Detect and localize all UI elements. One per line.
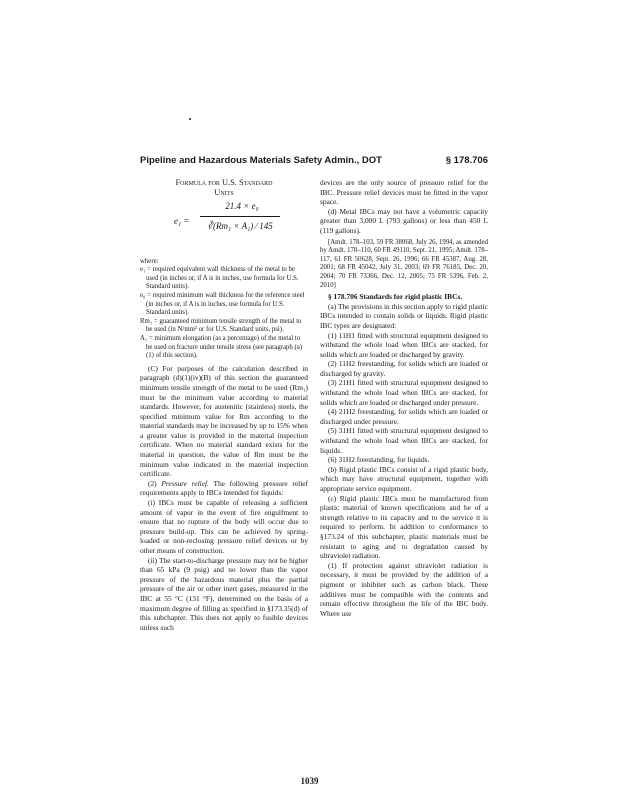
paragraph-pressure-ii: (ii) The start-to-discharge pressure may not be higher than 65 kPa (9 psig) and no lower than the vapor pressure of the hazardous material plus the partial pressure of the air or other inert gases, measured in the IBC at 55 °C (131 °F), determined on the basis of a maximum degree of filling as specified in §173.35(d) of this subchapter. This does not apply to fusible devices unless such [140,555,308,632]
scan-speck [189,118,191,120]
definition-a1: A₁ = minimum elongation (as a percentage) of the metal to be used on fracture under tensile stress (see paragraph (a)(1) of this section). [140,334,303,360]
paragraph-a4: (4) 21H2 freestanding, for solids which are loaded or discharged under pressure. [320,407,488,426]
paragraph-a6: (6) 31H2 freestanding, for liquids. [328,455,430,465]
section-heading: § 178.706 Standards for rigid plastic IBCs. [328,292,463,302]
paragraph-c-tensile: (C) For purposes of the calculation described in paragraph (d)(1)(iv)(B) of this section the guaranteed minimum tensile strength of the metal to be used (Rm₁) must be the minimum value according to material standards. However, for austenitic (stainless) steels, the specified minimum value for Rm according to the material standards may be increased by up to 15% when a greater value is provided in the material inspection certificate. When no material standard exists for the material in question, the value of Rm must be the minimum value indicated in the material inspection certificate. [140,363,308,479]
header-section-number: § 178.706 [445,155,488,166]
paragraph-c: (c) Rigid plastic IBCs must be manufactured from plastic material of known specifications and be of a strength relative to its capacity and to the service it is required to perform. In addition to conformance to §173.24 of this subchapter, plastic materials must be resistant to aging and to degradation caused by ultraviolet radiation. [320,493,488,561]
formula-title-line2: Units [214,188,234,197]
right-column [320,178,488,618]
paragraph-a5: (5) 31H1 fitted with structural equipment designed to withstand the whole load when IBCs are stacked, for liquids. [320,426,488,455]
definition-rm1: Rm₁ = guaranteed minimum tensile strength of the metal to be used (in N/mm² or for U.S. Standard units, psi). [140,317,302,334]
formula-title [140,178,308,198]
formula-fraction-bar [200,216,280,217]
header-agency-title: Pipeline and Hazardous Materials Safety Admin., DOT [140,155,382,166]
page-number: 1039 [300,776,319,786]
definition-e0: e₀ = required minimum wall thickness for the reference steel (in inches or, if A is in inches, use formula for U.S. Standard units). [140,291,305,317]
paragraph-pressure-i: (i) IBCs must be capable of releasing a sufficient amount of vapor in the event of fire engulfment to ensure that no rupture of the body will occur due to pressure build-up. This can be achieved by spring-loaded or non-reclosing pressure relief devices or by other means of construction. [140,498,308,556]
formula-denominator: ∛(Rm₁ × A₁) ⁄ 145 [207,221,273,231]
left-column [140,178,308,632]
paragraph-a2: (2) 11H2 freestanding, for solids which are loaded or discharged by gravity. [320,359,488,378]
formula-title-line1: Formula for U.S. Standard [175,178,273,187]
pressure-relief-number: (2) [148,478,162,488]
paragraph-continued: devices are the only source of pressure relief for the IBC. Pressure relief devices must be fitted in the vapor space. [320,178,488,207]
pressure-relief-text: The following pressure relief requirements apply to IBCs intended for liquids: [140,478,308,498]
paragraph-a3: (3) 21H1 fitted with structural equipment designed to withstand the whole load when IBCs are stacked, for solids which are loaded or discharged under pressure. [320,378,488,407]
paragraph-d-capacity: (d) Metal IBCs may not have a volumetric capacity greater than 3,000 L (793 gallons) or less than 450 L (119 gallons). [320,206,488,235]
where-label: where: [140,258,159,265]
pressure-relief-title: Pressure relief. [161,478,209,488]
formula-numerator: 21.4 × e₀ [225,201,259,211]
paragraph-a: (a) The provisions in this section apply to rigid plastic IBCs intended to contain solids or liquids. Rigid plastic IBC types are designated: [320,301,488,330]
running-header [140,155,488,169]
thickness-formula [140,202,308,252]
paragraph-a1: (1) 11H1 fitted with structural equipment designed to withstand the whole load when IBCs are stacked, for solids which are loaded or discharged by gravity. [320,330,488,359]
paragraph-b: (b) Rigid plastic IBCs consist of a rigid plastic body, which may have structural equipment, together with appropriate service equipment. [320,464,488,493]
formula-lhs: e₁ = [174,216,190,226]
paragraph-c1: (1) If protection against ultraviolet radiation is necessary, it must be provided by the addition of a pigment or inhibiter such as carbon black. These additives must be compatible with the contents and remain effective throughout the life of the IBC body. Where use [320,560,488,618]
amendment-history: [Amdt. 178–103, 59 FR 38068, July 26, 1994, as amended by Amdt. 178–110, 60 FR 49110, Sept. 21, 1995; Amdt. 178–117, 61 FR 50628, Sept. 26, 1996; 66 FR 45387, Aug. 28, 2001; 68 FR 45042, July 31, 2003; 69 FR 76185, Dec. 20, 2004; 70 FR 73366, Dec. 12, 2005; 75 FR 5396, Feb. 2, 2010] [320,238,488,289]
paragraph-pressure-relief [140,479,308,498]
definition-e1: e₁ = required equivalent wall thickness of the metal to be used (in inches or, if A is in inches, use formula for U.S. Standard units). [140,266,299,291]
